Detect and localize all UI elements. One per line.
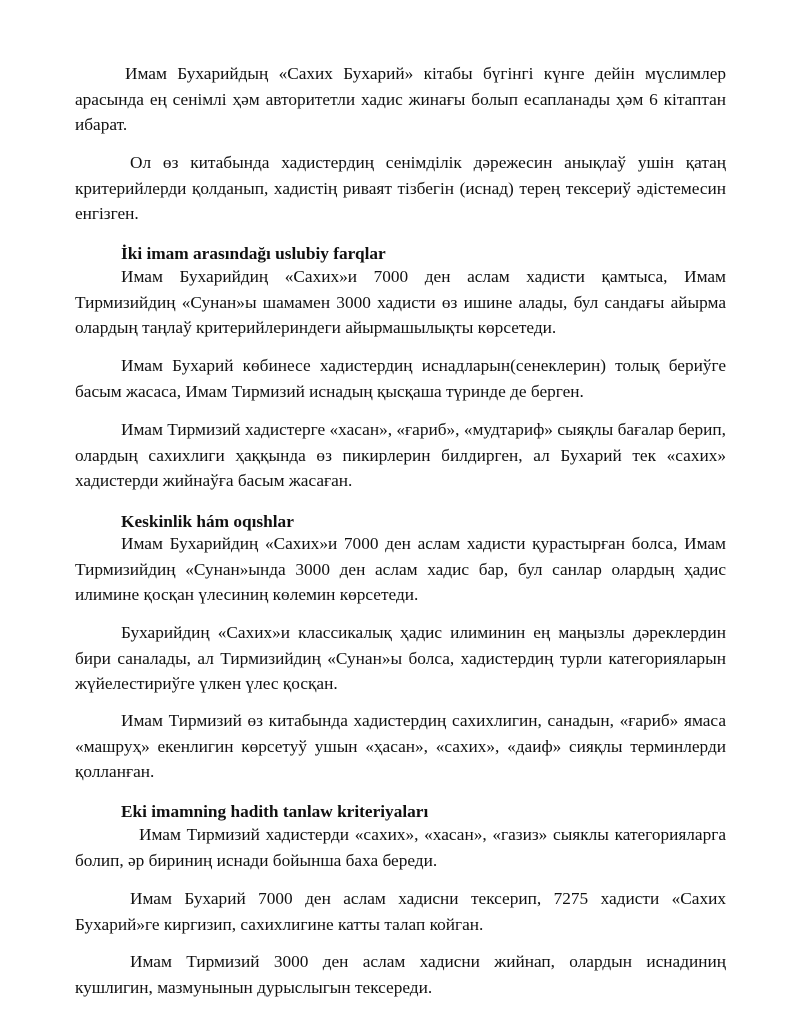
paragraph-intro-2: Ол өз китабында хадистердиң сенімділік дәрежесин анықлаў ушін қатаң критерийлерди қолданып, хадистің риваят тізбегін (иснад) терең тексериў әдістемесин енгізген. — [75, 153, 726, 223]
paragraph-intro-1: Имам Бухарийдың «Сахих Бухарий» кітабы бүгінгі күнге дейін мүслимлер арасында ең сенімлі ҳәм авторитетли хадис жинағы болып есапланады ҳәм 6 кітаптан ибарат. — [75, 64, 726, 134]
section-heading-3: Eki imamning hadith tanlaw kriteriyaları — [121, 802, 429, 821]
section-1-paragraph-3: Имам Тирмизий хадистерге «хасан», «ғариб», «мудтариф» сыяқлы бағалар берип, олардың сахихлиги ҳаққында өз пикирлерин билдирген, ал Бухарий тек «сахих» хадистерди жийнаўға басым жасаған. — [75, 420, 726, 490]
section-1-paragraph-1: Имам Бухарийдиң «Сахих»и 7000 ден аслам хадисти қамтыса, Имам Тирмизийдиң «Сунан»ы шамамен 3000 хадисти өз ишине алады, бул сандағы айырма олардың таңлаў критерийлериндеги айырмашылықты көрсетеди. — [75, 267, 726, 337]
section-3-paragraph-3: Имам Тирмизий 3000 ден аслам хадисни жийнап, олардын иснадиниң кушлигин, мазмунынын дурыслыгын тексереди. — [75, 952, 726, 997]
section-heading-2: Keskinlik hám oqıshlar — [121, 512, 294, 531]
section-2-paragraph-1: Имам Бухарийдиң «Сахих»и 7000 ден аслам хадисти қурастырған болса, Имам Тирмизийдиң «Сунан»ында 3000 ден аслам хадис бар, бул санлар олардың ҳадис илимине қосқан үлесиниң көлемин көрсетеди. — [75, 534, 726, 604]
section-2-paragraph-2: Бухарийдиң «Сахих»и классикалық ҳадис илиминин ең маңызлы дәреклердин бири саналады, ал Тирмизийдиң «Сунан»ы болса, хадистердиң турли категорияларын жүйелестириўге үлкен үлес қосқан. — [75, 623, 726, 693]
section-2-paragraph-3: Имам Тирмизий өз китабында хадистердиң сахихлигин, санадын, «ғариб» ямаса «машруҳ» екенлигин көрсетуў ушын «ҳасан», «сахих», «даиф» сияқлы терминлерди қолланған. — [75, 711, 726, 781]
section-1-paragraph-2: Имам Бухарий көбинесе хадистердиң иснадларын(сенеклерин) толық бериўге басым жасаса, Имам Тирмизий иснадың қысқаша түринде де берген. — [75, 356, 726, 401]
section-heading-1: İki imam arasındağı uslubiy farqlar — [121, 244, 386, 263]
section-3-paragraph-2: Имам Бухарий 7000 ден аслам хадисни тексерип, 7275 хадисти «Сахих Бухарий»ге киргизип, сахихлигине катты талап койган. — [75, 889, 726, 934]
section-3-paragraph-1: Имам Тирмизий хадистерди «сахих», «хасан», «газиз» сыяклы категорияларга болип, әр бириниң иснади бойынша баха береди. — [75, 825, 726, 870]
